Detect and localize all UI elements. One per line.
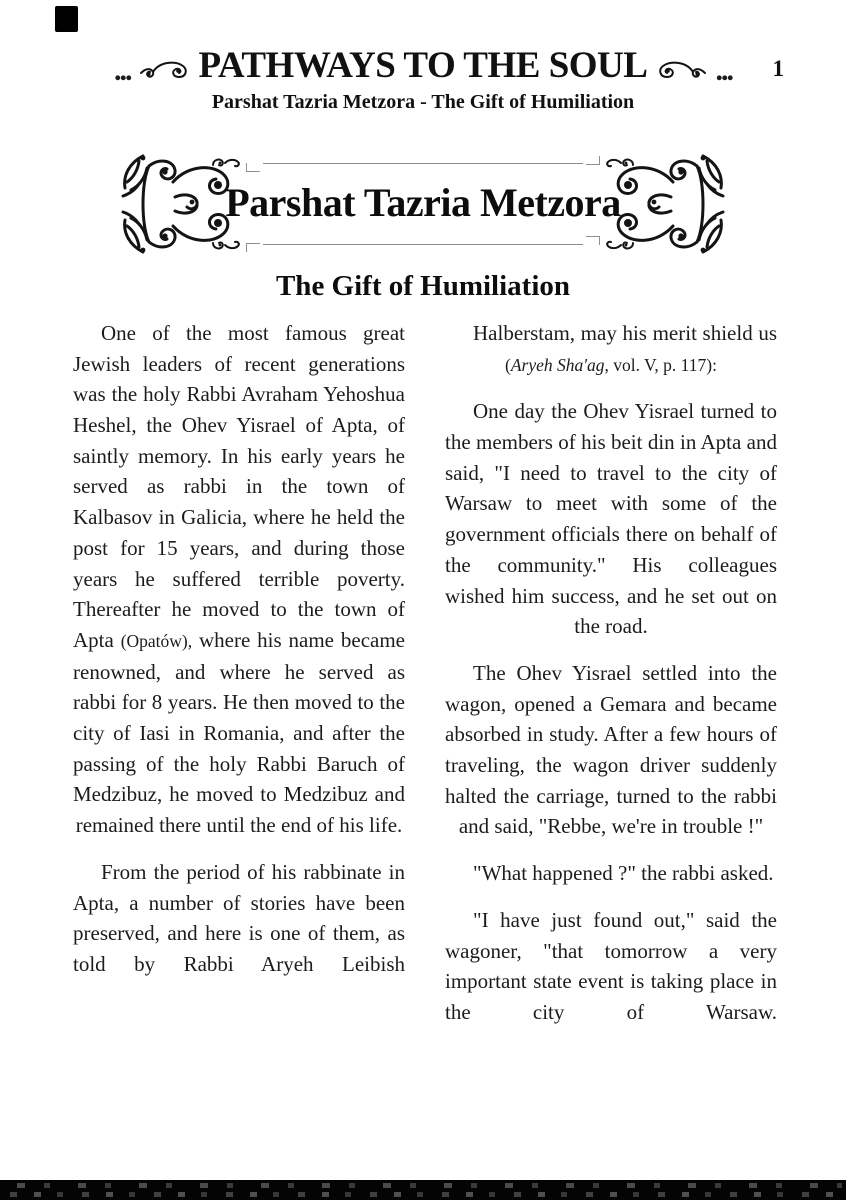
paragraph-text-small: (	[505, 354, 511, 375]
frame-hook-icon	[586, 156, 600, 165]
masthead	[0, 47, 846, 114]
masthead-title-row	[0, 45, 846, 87]
ornament-dots-right: ...	[715, 53, 732, 87]
page-number: 1	[772, 56, 784, 81]
page-subtitle: Parshat Tazria Metzora - The Gift of Humiliation	[211, 91, 635, 113]
booklet-title: PATHWAYS TO THE SOUL	[198, 45, 648, 86]
frame-line-bottom	[263, 244, 583, 245]
frame-hook-icon	[246, 163, 260, 172]
title-banner	[115, 153, 731, 255]
paragraph: The Ohev Yisrael settled into the wagon, opened a Gemara and became absorbed in study. After a few hours of traveling, the wagon driver suddenly halted the carriage, turned to the rabbi and said, "Rebbe, we're in trouble !"	[445, 660, 777, 839]
left-column	[73, 318, 405, 1044]
scroll-curl-left-icon	[139, 57, 191, 83]
ornament-dots-left: ...	[114, 53, 131, 87]
banner-title: Parshat Tazria Metzora	[225, 180, 621, 226]
source-title: Aryeh Sha'ag	[510, 354, 605, 375]
paragraph	[73, 318, 405, 841]
corner-scan-mark	[55, 6, 78, 32]
paragraph: One day the Ohev Yisrael turned to the members of his beit din in Apta and said, "I need to travel to the city of Warsaw to meet with some of the government officials there on behalf of the community." His colleagues wished him success, and he set out on the road.	[445, 399, 777, 639]
paragraph-text: Halberstam, may his merit shield us	[473, 320, 777, 345]
paragraph-text-small: (Opatów),	[120, 630, 193, 651]
paragraph-text: One of the most famous great Jewish leaders of recent generations was the holy Rabbi Avraham Yehoshua Heshel, the Ohev Yisrael of Apta, of saintly memory. In his early years he served as rabbi in the town of Kalbasov in Galicia, where he held the post for 15 years, and during those years he suffered terrible poverty. Thereafter he moved to the town of Apta	[73, 320, 405, 652]
article-columns	[0, 318, 846, 1044]
frame-hook-icon	[586, 236, 600, 245]
frame-hook-icon	[246, 243, 260, 252]
source-reference: , vol. V, p. 117):	[604, 354, 717, 375]
scroll-curl-right-icon	[655, 57, 707, 83]
paragraph: "I have just found out," said the wagoner, "that tomorrow a very important state event is taking place in the city of Warsaw.	[445, 907, 777, 1024]
section-title: The Gift of Humiliation	[275, 270, 571, 302]
frame-line-top	[263, 163, 583, 164]
paragraph	[445, 318, 777, 380]
paragraph-text: where his name became renowned, and where he served as rabbi for 8 years. He then moved to the city of Iasi in Romania, and after the passing of the holy Rabbi Baruch of Medzibuz, he moved to Medzibuz and remained there until the end of his life.	[73, 627, 405, 838]
paragraph: From the period of his rabbinate in Apta, a number of stories have been preserved, and here is one of them, as told by Rabbi Aryeh Leibish	[73, 859, 405, 976]
paragraph: "What happened ?" the rabbi asked.	[473, 861, 774, 886]
bottom-scan-bar	[0, 1180, 846, 1200]
right-column	[445, 318, 777, 1044]
